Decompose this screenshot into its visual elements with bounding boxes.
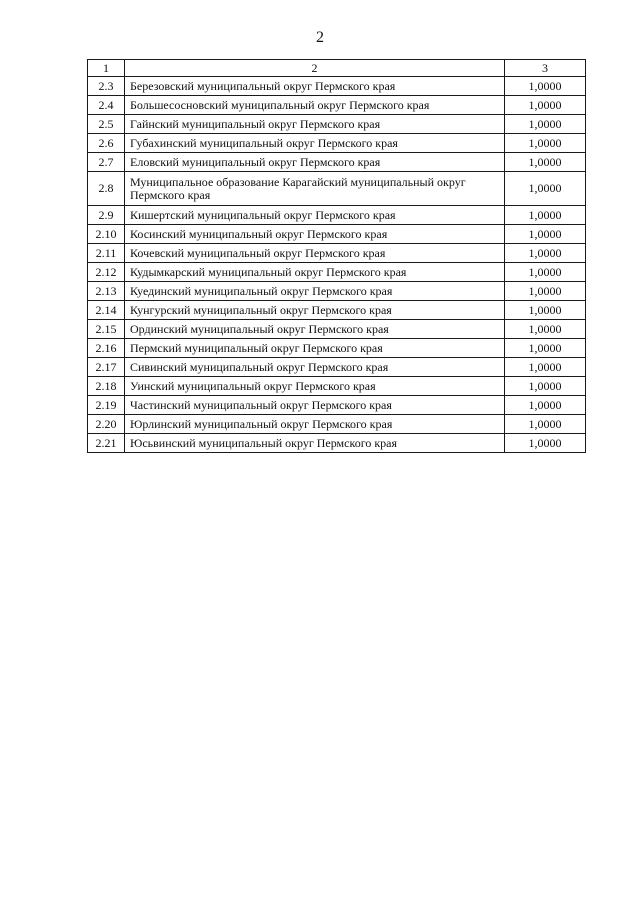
row-number: 2.11 xyxy=(88,244,125,263)
row-name: Кочевский муниципальный округ Пермского края xyxy=(125,244,505,263)
column-header-1: 1 xyxy=(88,60,125,77)
row-name: Губахинский муниципальный округ Пермского края xyxy=(125,134,505,153)
row-name: Кудымкарский муниципальный округ Пермского края xyxy=(125,263,505,282)
table-row xyxy=(88,96,586,115)
page-number: 2 xyxy=(316,29,324,46)
row-name: Кишертский муниципальный округ Пермского края xyxy=(125,206,505,225)
table-row xyxy=(88,396,586,415)
row-value: 1,0000 xyxy=(505,172,586,206)
row-name: Ординский муниципальный округ Пермского края xyxy=(125,320,505,339)
row-value: 1,0000 xyxy=(505,77,586,96)
row-name: Юрлинский муниципальный округ Пермского края xyxy=(125,415,505,434)
table-row xyxy=(88,358,586,377)
row-name: Косинский муниципальный округ Пермского края xyxy=(125,225,505,244)
row-value: 1,0000 xyxy=(505,396,586,415)
row-number: 2.4 xyxy=(88,96,125,115)
column-header-3: 3 xyxy=(505,60,586,77)
row-number: 2.16 xyxy=(88,339,125,358)
table-row xyxy=(88,263,586,282)
table-row xyxy=(88,339,586,358)
row-value: 1,0000 xyxy=(505,377,586,396)
row-number: 2.7 xyxy=(88,153,125,172)
row-name: Пермский муниципальный округ Пермского края xyxy=(125,339,505,358)
row-name: Еловский муниципальный округ Пермского края xyxy=(125,153,505,172)
row-value: 1,0000 xyxy=(505,263,586,282)
row-value: 1,0000 xyxy=(505,153,586,172)
table-row xyxy=(88,206,586,225)
table-row xyxy=(88,301,586,320)
table-row xyxy=(88,172,586,206)
row-number: 2.12 xyxy=(88,263,125,282)
row-number: 2.9 xyxy=(88,206,125,225)
row-value: 1,0000 xyxy=(505,415,586,434)
table-row xyxy=(88,115,586,134)
table-row xyxy=(88,434,586,453)
row-name: Березовский муниципальный округ Пермского края xyxy=(125,77,505,96)
row-name: Частинский муниципальный округ Пермского края xyxy=(125,396,505,415)
row-number: 2.21 xyxy=(88,434,125,453)
row-value: 1,0000 xyxy=(505,134,586,153)
row-value: 1,0000 xyxy=(505,301,586,320)
row-value: 1,0000 xyxy=(505,115,586,134)
row-value: 1,0000 xyxy=(505,282,586,301)
row-value: 1,0000 xyxy=(505,206,586,225)
row-value: 1,0000 xyxy=(505,434,586,453)
row-number: 2.10 xyxy=(88,225,125,244)
row-value: 1,0000 xyxy=(505,320,586,339)
row-value: 1,0000 xyxy=(505,358,586,377)
row-name: Гайнский муниципальный округ Пермского края xyxy=(125,115,505,134)
table-header-row xyxy=(88,60,586,77)
row-number: 2.5 xyxy=(88,115,125,134)
row-name: Муниципальное образование Карагайский муниципальный округ Пермского края xyxy=(125,172,505,206)
row-value: 1,0000 xyxy=(505,339,586,358)
table-row xyxy=(88,282,586,301)
row-name: Кунгурский муниципальный округ Пермского края xyxy=(125,301,505,320)
column-header-2: 2 xyxy=(125,60,505,77)
row-name: Юсьвинский муниципальный округ Пермского края xyxy=(125,434,505,453)
table-row xyxy=(88,77,586,96)
row-value: 1,0000 xyxy=(505,244,586,263)
row-number: 2.6 xyxy=(88,134,125,153)
row-value: 1,0000 xyxy=(505,96,586,115)
row-name: Сивинский муниципальный округ Пермского края xyxy=(125,358,505,377)
row-name: Куединский муниципальный округ Пермского края xyxy=(125,282,505,301)
row-number: 2.14 xyxy=(88,301,125,320)
table-row xyxy=(88,134,586,153)
table-row xyxy=(88,320,586,339)
row-number: 2.20 xyxy=(88,415,125,434)
table-row xyxy=(88,153,586,172)
row-number: 2.15 xyxy=(88,320,125,339)
table-row xyxy=(88,225,586,244)
row-number: 2.8 xyxy=(88,172,125,206)
row-number: 2.3 xyxy=(88,77,125,96)
row-number: 2.13 xyxy=(88,282,125,301)
row-name: Большесосновский муниципальный округ Пермского края xyxy=(125,96,505,115)
data-table xyxy=(87,59,586,453)
table-row xyxy=(88,377,586,396)
row-number: 2.19 xyxy=(88,396,125,415)
row-number: 2.17 xyxy=(88,358,125,377)
table-row xyxy=(88,415,586,434)
row-value: 1,0000 xyxy=(505,225,586,244)
row-name: Уинский муниципальный округ Пермского края xyxy=(125,377,505,396)
row-number: 2.18 xyxy=(88,377,125,396)
table-row xyxy=(88,244,586,263)
